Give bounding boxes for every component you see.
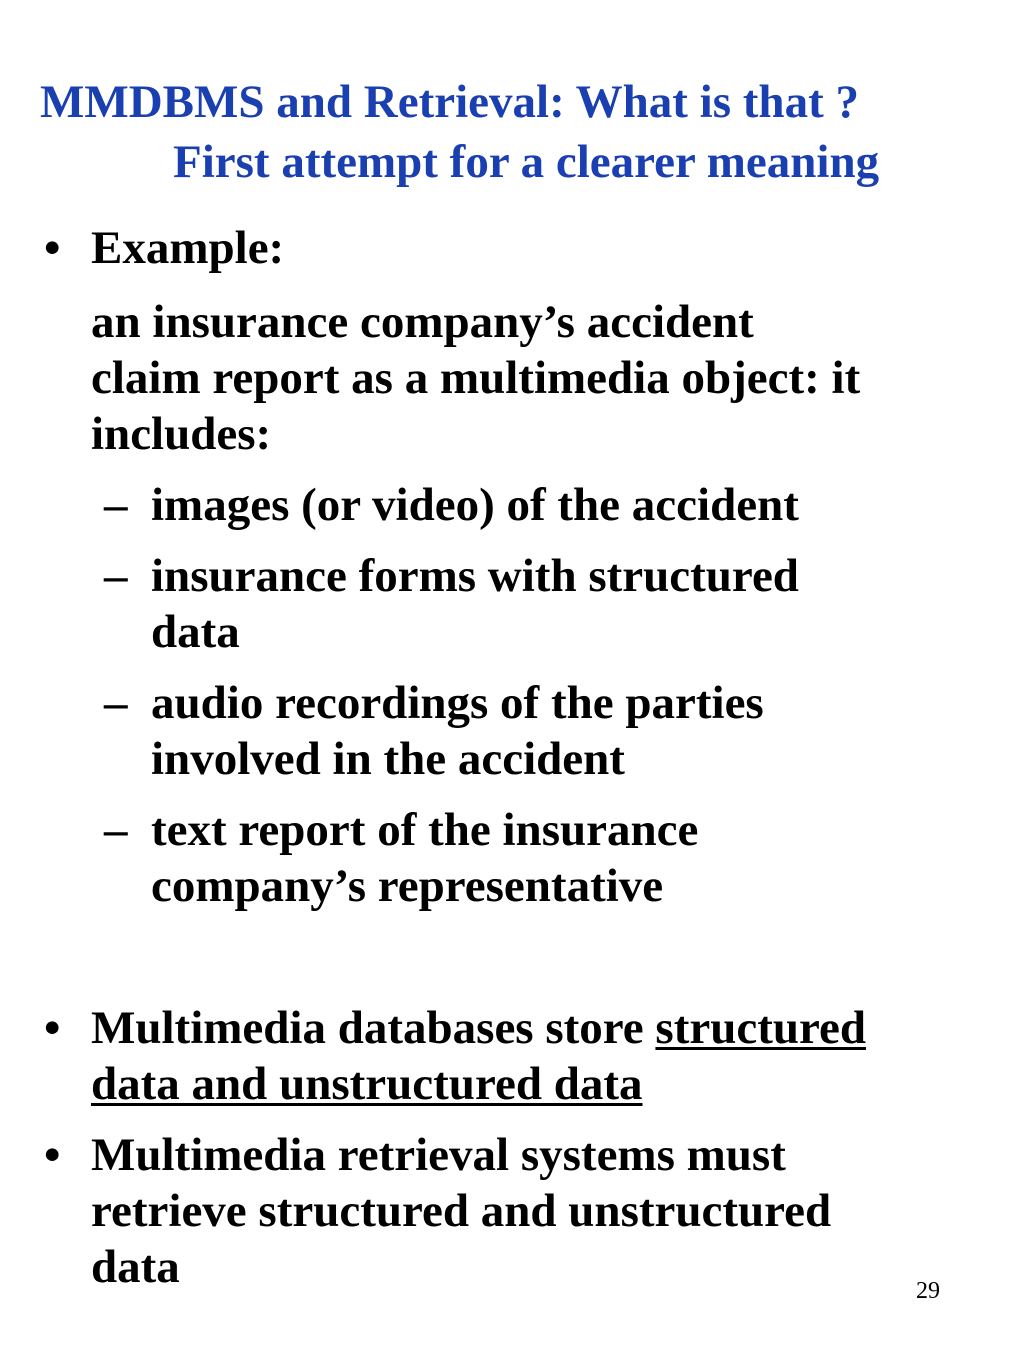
example-intro-line-2: claim report as a multimedia object: it bbox=[91, 352, 861, 404]
subitem-1-line-1: images (or video) of the accident bbox=[151, 479, 799, 531]
dash-marker: – bbox=[104, 479, 128, 531]
bullet-2-prefix: Multimedia databases store bbox=[91, 1002, 656, 1054]
bullet-3-line-2: retrieve structured and unstructured bbox=[91, 1185, 832, 1237]
dash-marker: – bbox=[104, 550, 128, 602]
example-heading: Example: bbox=[91, 222, 285, 274]
bullet-marker: • bbox=[44, 1129, 61, 1181]
subitem-2-line-1: insurance forms with structured bbox=[151, 550, 799, 602]
subitem-4-line-2: company’s representative bbox=[151, 860, 664, 912]
title-line-2: First attempt for a clearer meaning bbox=[173, 136, 880, 188]
bullet-3-line-1: Multimedia retrieval systems must bbox=[91, 1129, 786, 1181]
bullet-2-underlined-2: data and unstructured data bbox=[91, 1058, 643, 1110]
title-line-1: MMDBMS and Retrieval: What is that ? bbox=[40, 76, 859, 128]
bullet-2-line-1 bbox=[91, 1000, 866, 1056]
bullet-marker: • bbox=[44, 222, 61, 274]
bullet-marker: • bbox=[44, 1002, 61, 1054]
subitem-4-line-1: text report of the insurance bbox=[151, 804, 699, 856]
subitem-3-line-1: audio recordings of the parties bbox=[151, 677, 764, 729]
dash-marker: – bbox=[104, 677, 128, 729]
example-intro-line-3: includes: bbox=[91, 408, 272, 460]
dash-marker: – bbox=[104, 804, 128, 856]
subitem-3-line-2: involved in the accident bbox=[151, 733, 625, 785]
bullet-2-underlined-1: structured bbox=[655, 1002, 867, 1054]
subitem-2-line-2: data bbox=[151, 606, 240, 658]
page-number: 29 bbox=[916, 1278, 940, 1304]
bullet-3-line-3: data bbox=[91, 1241, 180, 1293]
example-intro-line-1: an insurance company’s accident bbox=[91, 296, 754, 348]
